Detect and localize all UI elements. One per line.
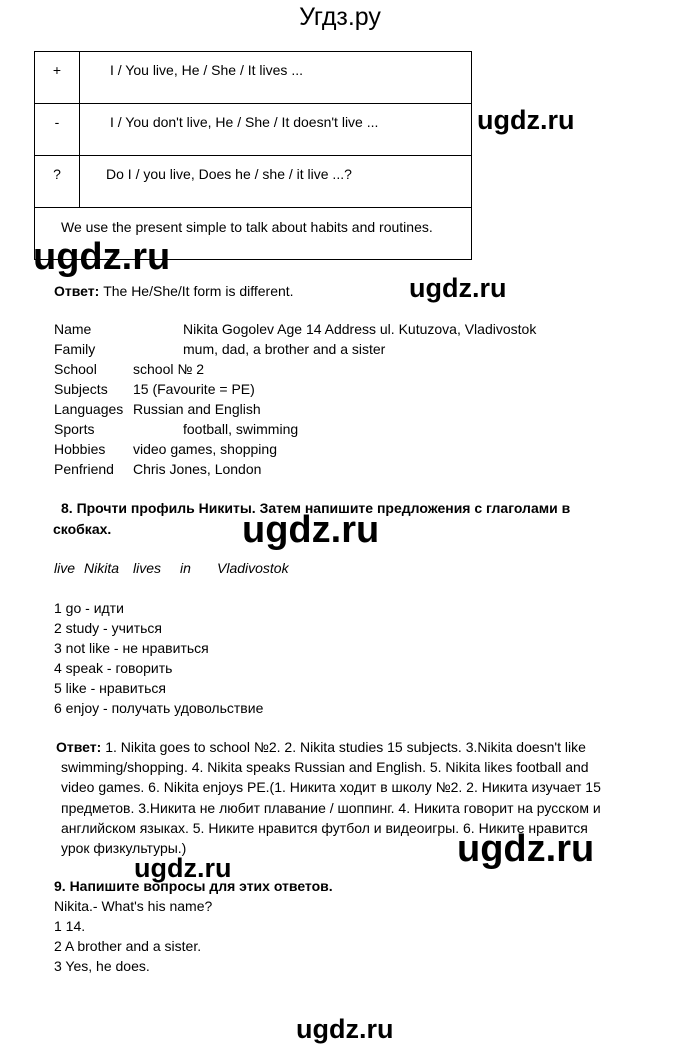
list-item: 2 A brother and a sister. (54, 938, 202, 954)
task-8-heading: 8. Прочти профиль Никиты. Затем напишите предложения с глаголами в (61, 500, 571, 516)
watermark: ugdz.ru (409, 273, 507, 303)
list-item: 1 go - идти (54, 600, 124, 616)
profile-label: Penfriend (54, 461, 114, 477)
profile-value: video games, shopping (133, 441, 277, 457)
list-item: 2 study - учиться (54, 620, 162, 636)
profile-label: Languages (54, 401, 124, 417)
profile-value: football, swimming (183, 421, 299, 437)
affirmative-form: I / You live, He / She / It lives ... (80, 52, 472, 104)
site-title: Угдз.ру (299, 3, 381, 31)
list-item: 3 Yes, he does. (54, 958, 150, 974)
profile-label: Hobbies (54, 441, 106, 457)
answer-1-text: The He/She/It form is different. (103, 283, 294, 299)
example-word: in (180, 560, 191, 576)
profile-value: Chris Jones, London (133, 461, 262, 477)
usage-note: We use the present simple to talk about habits and routines. (35, 208, 472, 260)
task-8-heading-cont: скобках. (53, 521, 112, 537)
example-word: lives (133, 560, 162, 576)
grammar-table (34, 51, 472, 260)
profile-label: Sports (54, 421, 95, 437)
answer-label: Ответ: (54, 283, 100, 299)
list-item: 1 14. (54, 918, 86, 934)
example-word: Nikita (84, 560, 120, 576)
list-item: 6 enjoy - получать удовольствие (54, 700, 264, 716)
answer-1 (54, 283, 294, 299)
answer-2-line (56, 739, 586, 755)
table-row (35, 104, 472, 156)
answer-2-line: video games. 6. Nikita enjoys PE.(1. Никита ходит в школу №2. 2. Никита изучает 15 (61, 779, 601, 795)
profile-value: school № 2 (133, 361, 205, 377)
profile-value: Nikita Gogolev Age 14 Address ul. Kutuzova, Vladivostok (183, 321, 537, 337)
list-item: 3 not like - не нравиться (54, 640, 209, 656)
answer-2-line: английском языках. 5. Никите нравится футбол и видеоигры. 6. Никите нравится (61, 820, 588, 836)
task-9-heading: 9. Напишите вопросы для этих ответов. (54, 878, 333, 894)
answer-2-text: 1. Nikita goes to school №2. 2. Nikita studies 15 subjects. 3.Nikita doesn't like (105, 739, 586, 755)
list-item: 4 speak - говорить (54, 660, 173, 676)
answer-2-line: swimming/shopping. 4. Nikita speaks Russian and English. 5. Nikita likes football and (61, 759, 589, 775)
profile-label: Family (54, 341, 96, 357)
profile-label: Name (54, 321, 92, 337)
watermark: ugdz.ru (134, 853, 232, 883)
example-verb: live (54, 560, 76, 576)
profile-value: 15 (Favourite = PE) (133, 381, 255, 397)
table-row (35, 156, 472, 208)
affirmative-symbol: + (35, 52, 80, 104)
watermark: ugdz.ru (33, 236, 171, 278)
answer-2-line: предметов. 3.Никита не любит плавание / шоппинг. 4. Никита говорит на русском и (61, 800, 601, 816)
profile-value: Russian and English (133, 401, 261, 417)
profile-label: Subjects (54, 381, 108, 397)
profile-value: mum, dad, a brother and a sister (183, 341, 386, 357)
list-item: 5 like - нравиться (54, 680, 166, 696)
question-symbol: ? (35, 156, 80, 208)
negative-symbol: - (35, 104, 80, 156)
answer-2-line: урок физкультуры.) (61, 840, 187, 856)
watermark: ugdz.ru (296, 1014, 394, 1044)
table-row (35, 52, 472, 104)
example-word: Vladivostok (217, 560, 289, 576)
watermark: ugdz.ru (457, 828, 595, 870)
list-item: Nikita.- What's his name? (54, 898, 213, 914)
profile-label: School (54, 361, 97, 377)
watermark: ugdz.ru (477, 105, 575, 135)
negative-form: I / You don't live, He / She / It doesn't live ... (80, 104, 472, 156)
answer-label: Ответ: (56, 739, 102, 755)
question-form: Do I / you live, Does he / she / it live ...? (80, 156, 472, 208)
watermark: ugdz.ru (242, 509, 380, 551)
